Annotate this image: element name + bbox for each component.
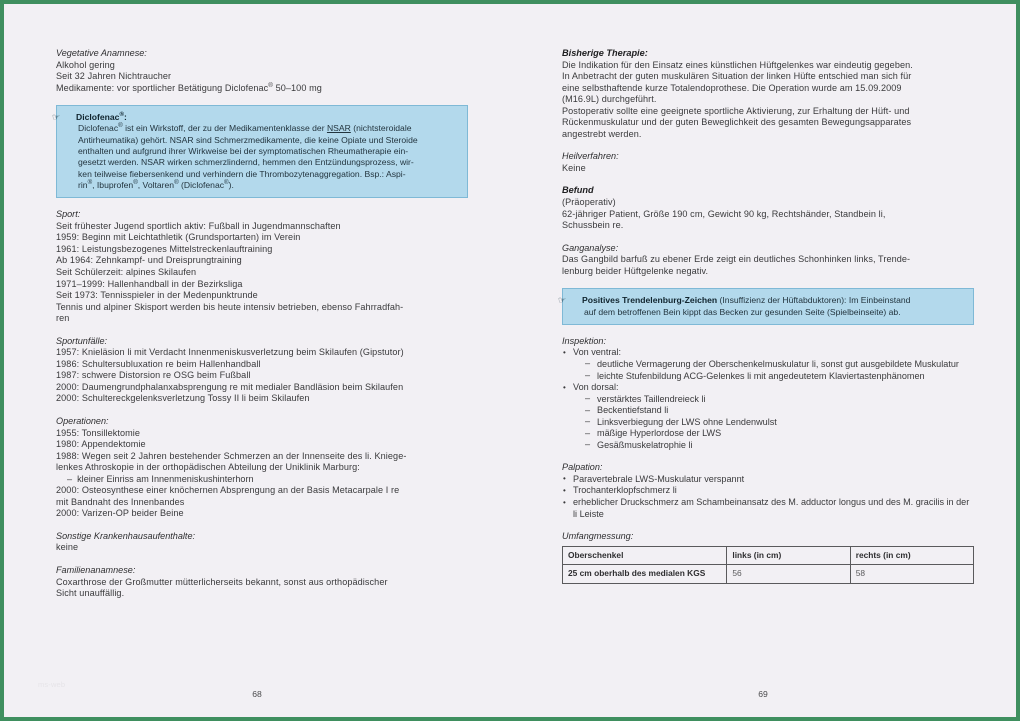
page-number-right: 69 (758, 689, 768, 699)
pointing-hand-icon: ☞ (52, 112, 61, 123)
callout-link-nsar[interactable]: NSAR (326, 123, 351, 134)
section-palpation (562, 462, 974, 520)
sport-line-5: 1971–1999: Hallenhandball in der Bezirksliga (56, 278, 243, 289)
callout-title-registered-mark: ® (119, 111, 125, 119)
operationen-sub-item: – kleiner Einriss am Innenmeniskushinterhorn (67, 473, 254, 484)
inspektion-dorsal-items (573, 394, 974, 452)
befund-line-2: Schussbein re. (562, 220, 624, 231)
table-header-oberschenkel: Oberschenkel (563, 546, 727, 565)
callout-title-colon: : (124, 112, 127, 123)
section-ganganalyse (562, 243, 974, 278)
sportunfaelle-line-1: 1986: Schultersubluxation re beim Hallenhandball (56, 358, 261, 369)
section-operationen (56, 416, 468, 520)
familie-line-1: Sicht unauffällig. (56, 588, 125, 599)
callout-diclofenac-line-5: ken teilweise fiebersenkend und verhindern die Thrombozytenaggregation. Bsp.: Aspi- (78, 168, 406, 179)
callout-diclofenac-title-line (52, 111, 459, 123)
list-item: • erheblicher Druckschmerz am Schambeinansatz des M. adductor longus und des M. gracilis in der li Leiste (562, 497, 974, 520)
section-sportunfaelle (56, 336, 468, 405)
callout-body-6e: ). (228, 179, 234, 190)
spacer-heilverfahren-befund (562, 174, 974, 185)
medikamente-prefix: Medikamente: vor sportlicher Betätigung Diclofenac (56, 82, 269, 93)
callout-diclofenac-line-2: Antirheumatika) gehört. NSAR sind Schmerzmedikamente, die keine Opiate und Steroide (78, 134, 418, 145)
section-heilverfahren (562, 151, 974, 174)
heading-umfangmessung: Umfangmessung: (562, 531, 634, 542)
list-item: • Paravertebrale LWS-Muskulatur verspannt (562, 474, 974, 486)
table-header-rechts: rechts (in cm) (850, 546, 973, 565)
page-left (4, 4, 510, 717)
callout-diclofenac-line-4: gesetzt werden. NSAR wirken schmerzlindernd, hemmen den Entzündungsprozess, wir- (78, 157, 414, 168)
registered-mark: ® (268, 81, 273, 89)
page-left-column (52, 48, 468, 600)
table-cell-label: 25 cm oberhalb des medialen KGS (563, 565, 727, 584)
inspektion-group-dorsal (562, 382, 974, 451)
umfangmessung-table-head (563, 546, 974, 565)
callout-trendelenburg-line-2: auf dem betroffenen Bein kippt das Becken zur gesunden Seite (Spielbeinseite) ab. (584, 306, 901, 317)
inspektion-group-ventral-label: Von ventral: (573, 347, 622, 358)
befund-line-1: 62-jähriger Patient, Größe 190 cm, Gewicht 90 kg, Rechtshänder, Standbein li, (562, 208, 886, 219)
ganganalyse-line-0: Das Gangbild barfuß zu ebener Erde zeigt ein deutliches Schonhinken links, Trende- (562, 254, 911, 265)
heilverfahren-line-0: Keine (562, 162, 586, 173)
callout-body-6-mark-4: ® (224, 179, 229, 187)
heading-palpation: Palpation: (562, 462, 603, 473)
inspektion-group-ventral (562, 347, 974, 382)
list-item: – leichte Stufenbildung ACG-Gelenkes li mit angedeutetem Klaviertastenphänomen (585, 371, 974, 383)
sportunfaelle-line-2: 1987: schwere Distorsion re OSG beim Fußball (56, 370, 251, 381)
sport-line-0: Seit frühester Jugend sportlich aktiv: Fußball in Jugendmannschaften (56, 220, 341, 231)
callout-body-6c: , Voltaren (137, 179, 175, 190)
callout-diclofenac (52, 105, 468, 198)
sport-line-3: Ab 1964: Zehnkampf- und Dreisprungtraining (56, 255, 242, 266)
callout-body-6-mark-3: ® (174, 179, 179, 187)
therapie-line-1: In Anbetracht der guten muskulären Situation der linken Hüfte entschied man sich für (562, 71, 912, 82)
umfangmessung-table-body (563, 565, 974, 584)
befund-line-0: (Präoperativ) (562, 197, 616, 208)
vegetative-line-alkohol: Alkohol gering (56, 59, 115, 70)
callout-diclofenac-line-6 (65, 180, 459, 191)
callout-body-6b: , Ibuprofen (92, 179, 134, 190)
therapie-line-0: Die Indikation für den Einsatz eines künstlichen Hüftgelenkes war eindeutig gegeben. (562, 59, 913, 70)
spacer-therapie-heilverfahren (562, 140, 974, 151)
list-item: • Trochanterklopfschmerz li (562, 485, 974, 497)
section-umfangmessung (562, 531, 974, 584)
section-inspektion (562, 336, 974, 451)
sport-line-8: ren (56, 313, 70, 324)
heading-befund: Befund (562, 185, 594, 196)
inspektion-ventral-items (573, 359, 974, 382)
list-item: – verstärktes Taillendreieck li (585, 394, 974, 406)
sport-line-4: Seit Schülerzeit: alpines Skilaufen (56, 267, 197, 277)
umfangmessung-table (562, 546, 974, 584)
therapie-line-6: angestrebt werden. (562, 128, 642, 139)
callout-body-6-mark-2: ® (133, 179, 138, 187)
page-watermark: ms-web (38, 680, 66, 689)
operationen-line-2: 1988: Wegen seit 2 Jahren bestehender Schmerzen an der Innenseite des li. Kniege- (56, 450, 407, 461)
palpation-items (562, 474, 974, 520)
callout-diclofenac-line-3: enthalten und aufgrund ihrer Wirkweise bei der symptomatischen Rheumatherapie ein- (78, 146, 409, 157)
callout-trendelenburg-line-1 (558, 295, 965, 306)
heading-sportunfaelle: Sportunfälle: (56, 335, 108, 346)
operationen-sub-item-text: kleiner Einriss am Innenmeniskushinterhorn (77, 473, 254, 484)
sport-line-6: Seit 1973: Tennisspieler in der Medenpunktrunde (56, 290, 258, 301)
callout-trendelenburg-body-1: (Insuffizienz der Hüftabduktoren): Im Einbeinstand (717, 295, 911, 306)
callout-body-6a: rin (78, 179, 88, 190)
heading-sport: Sport: (56, 209, 81, 220)
operationen-after-line-0: 2000: Osteosynthese einer knöchernen Absprengung an der Basis Metacarpale I re (56, 485, 400, 496)
section-vegetative-anamnese (56, 48, 468, 94)
inspektion-group-dorsal-label: Von dorsal: (573, 382, 619, 393)
ganganalyse-line-1: lenburg beider Hüftgelenke negativ. (562, 265, 709, 276)
sport-line-7: Tennis und alpiner Skisport werden bis heute intensiv betrieben, ebenso Fahrradfah- (56, 301, 404, 312)
callout-body-6-mark-1: ® (87, 179, 93, 187)
section-bisherige-therapie (562, 48, 974, 140)
callout-body-6d: (Diclofenac (178, 179, 225, 190)
list-item: – Beckentiefstand li (585, 405, 974, 417)
table-header-links: links (in cm) (727, 546, 850, 565)
heading-heilverfahren: Heilverfahren: (562, 151, 619, 162)
operationen-after-line-2: 2000: Varizen-OP beider Beine (56, 508, 184, 519)
spacer-palpation-umfangmessung (562, 520, 974, 531)
page-number-left: 68 (252, 689, 262, 699)
spacer-operationen-krankenhaus (56, 520, 468, 531)
sport-line-1: 1959: Beginn mit Leichtathletik (Grundsportarten) im Verein (56, 232, 301, 243)
table-cell-rechts: 58 (850, 565, 973, 584)
callout-diclofenac-title: Diclofenac (76, 112, 120, 123)
callout-body-1a: Diclofenac (78, 123, 119, 134)
sportunfaelle-line-3: 2000: Daumengrundphalanxabsprengung re mit medialer Bandläsion beim Skilaufen (56, 381, 404, 392)
list-item: – mäßige Hyperlordose der LWS (585, 428, 974, 440)
section-krankenhausaufenthalte (56, 531, 468, 554)
therapie-line-5: Rückenmuskulatur und der guten Beweglichkeit des gesamten Bewegungsapparates (562, 117, 912, 128)
heading-bisherige-therapie: Bisherige Therapie: (562, 48, 648, 58)
heading-krankenhausaufenthalte: Sonstige Krankenhausaufenthalte: (56, 530, 196, 541)
list-item: – Gesäßmuskelatrophie li (585, 440, 974, 452)
krankenhaus-line-0: keine (56, 542, 79, 553)
medikamente-suffix: 50–100 mg (272, 82, 322, 93)
sportunfaelle-line-4: 2000: Schultereckgelenksverletzung Tossy II li beim Skilaufen (56, 393, 310, 404)
heading-vegetative-anamnese: Vegetative Anamnese: (56, 48, 147, 58)
callout-trendelenburg (558, 288, 974, 325)
pointing-hand-icon: ☞ (558, 295, 567, 306)
operationen-line-1: 1980: Appendektomie (56, 439, 146, 450)
section-befund (562, 185, 974, 231)
heading-operationen: Operationen: (56, 416, 109, 427)
sportunfaelle-line-0: 1957: Knieläsion li mit Verdacht Innenmeniskusverletzung beim Skilaufen (Gipstutor) (56, 347, 404, 358)
list-item: – deutliche Vermagerung der Oberschenkelmuskulatur li, sonst gut ausgebildete Muskulatur (585, 359, 974, 371)
page-right-column (558, 48, 974, 584)
familie-line-0: Coxarthrose der Großmutter mütterlicherseits bekannt, sonst aus orthopädischer (56, 576, 388, 587)
therapie-line-4: Postoperativ sollte eine geeignete sportliche Aktivierung, zur Erhaltung der Hüft- und (562, 105, 910, 116)
sport-line-2: 1961: Leistungsbezogenes Mittelstreckenlauftraining (56, 243, 273, 254)
table-row (563, 565, 974, 584)
table-cell-links: 56 (727, 565, 850, 584)
spacer-befund-ganganalyse (562, 232, 974, 243)
operationen-after-line-1: mit Bandnaht des Innenbandes (56, 496, 185, 507)
operationen-line-0: 1955: Tonsillektomie (56, 427, 141, 438)
heading-ganganalyse: Ganganalyse: (562, 242, 619, 253)
callout-body-1b: ist ein Wirkstoff, der zu der Medikamentenklasse der (122, 123, 327, 134)
inspektion-group-list (562, 347, 974, 451)
page-spread (4, 4, 1016, 717)
spacer-sport-sportunfaelle (56, 325, 468, 336)
therapie-line-3: (M16.9L) durchgeführt. (562, 94, 657, 105)
spacer-sportunfaelle-operationen (56, 405, 468, 416)
page-right (510, 4, 1016, 717)
callout-body-1-mark: ® (118, 122, 123, 130)
vegetative-line-nichtraucher: Seit 32 Jahren Nichtraucher (56, 71, 172, 82)
callout-diclofenac-line-1 (65, 123, 459, 134)
heading-inspektion: Inspektion: (562, 335, 606, 346)
spacer-krankenhaus-familie (56, 554, 468, 565)
spacer-inspektion-palpation (562, 451, 974, 462)
section-sport (56, 209, 468, 324)
callout-trendelenburg-title: Positives Trendelenburg-Zeichen (582, 295, 718, 306)
operationen-line-3: lenkes Athroskopie in der orthopädischen Abteilung der Uniklinik Marburg: (56, 462, 360, 473)
heading-familienanamnese: Familienanamnese: (56, 565, 136, 576)
list-item: – Linksverbiegung der LWS ohne Lendenwulst (585, 417, 974, 429)
section-familienanamnese (56, 565, 468, 600)
table-header-row (563, 546, 974, 565)
vegetative-line-medikamente (56, 83, 468, 95)
therapie-line-2: eine selbsthaftende kurze Totalendoprothese. Die Operation wurde am 15.09.2009 (562, 82, 902, 93)
callout-body-1c: (nichtsteroidale (350, 123, 412, 134)
